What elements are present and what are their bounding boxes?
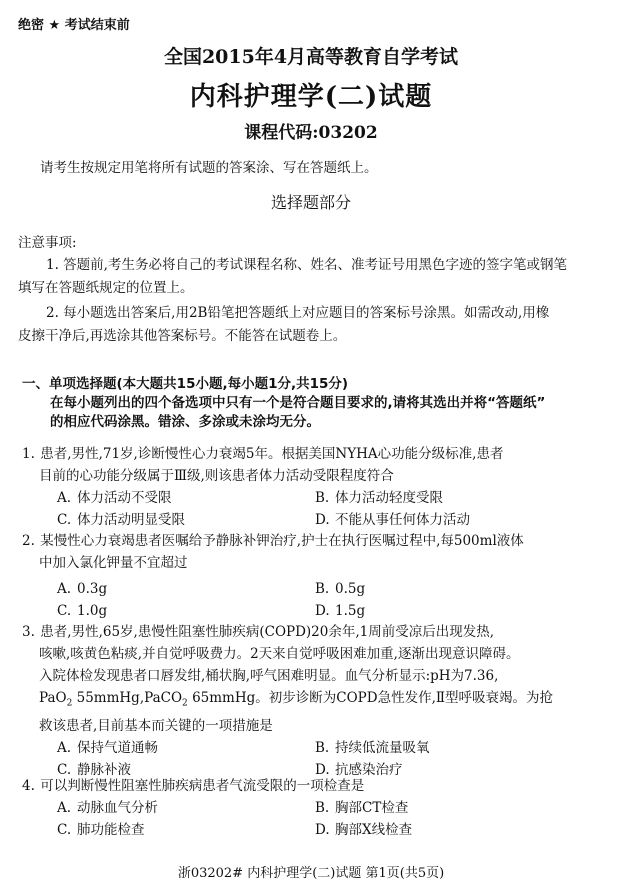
option-d: D. 1.5g — [315, 603, 366, 619]
part-one-heading-block — [22, 375, 612, 432]
part-one-heading: 一、单项选择题(本大题共15小题,每小题1分,共15分) — [22, 376, 349, 392]
option-c: C. 静脉补液 — [57, 761, 131, 778]
option-a: A. 体力活动不受限 — [57, 490, 172, 506]
note-continuation: 填写在答题纸规定的位置上。 — [18, 280, 194, 296]
option-a: A. 0.3g — [57, 581, 108, 597]
note-item — [18, 254, 608, 300]
question-text-line: 中加入氯化钾量不宜超过 — [39, 555, 188, 571]
notes-heading: 注意事项: — [18, 235, 77, 251]
part-one-subheading-line2: 的相应代码涂黑。错涂、多涂或未涂均无分。 — [50, 414, 320, 430]
options-row — [22, 797, 612, 819]
option-c: C. 体力活动明显受限 — [57, 512, 185, 528]
options-row — [22, 819, 612, 841]
options-row — [22, 578, 612, 600]
option-d: D. 抗感染治疗 — [315, 761, 403, 778]
question-2 — [22, 530, 612, 622]
section-title: 选择题部分 — [270, 193, 351, 212]
question-text-line: 目前的心功能分级属于Ⅲ级,则该患者体力活动受限程度符合 — [39, 468, 394, 484]
course-code: 课程代码:03202 — [244, 123, 378, 143]
option-b: B. 持续低流量吸氧 — [315, 739, 430, 756]
blood-gas-line: PaO$_2$ 55mmHg,PaCO$_2$ 65mmHg。初步诊断为COPD急性发作,Ⅱ型呼吸衰竭。为抢 — [39, 690, 554, 709]
part-one-subheading-line1: 在每小题列出的四个备选项中只有一个是符合题目要求的,请将其选出并将“答题纸” — [50, 395, 546, 411]
question-text-line: 救该患者,目前基本而关键的一项措施是 — [39, 717, 273, 734]
option-b: B. 胸部CT检查 — [315, 800, 409, 816]
options-row — [22, 737, 612, 759]
question-1 — [22, 443, 612, 531]
question-text-line: 患者,男性,71岁,诊断慢性心力衰竭5年。根据美国NYHA心功能分级标准,患者 — [40, 446, 504, 462]
note-item — [18, 302, 608, 348]
question-text-line: 入院体检发现患者口唇发绀,桶状胸,呼气困难明显。血气分析显示:pH为7.36, — [39, 668, 499, 684]
option-d: D. 不能从事任何体力活动 — [315, 512, 470, 528]
question-text-line: 可以判断慢性阻塞性肺疾病患者气流受限的一项检查是 — [40, 778, 365, 794]
question-number: 2. — [22, 533, 35, 549]
note-continuation: 皮擦干净后,再选涂其他答案标号。不能答在试题卷上。 — [18, 328, 347, 344]
option-c: C. 1.0g — [57, 603, 108, 619]
options-row — [22, 509, 612, 531]
page-footer: 浙03202# 内科护理学(二)试题 第1页(共5页) — [177, 866, 445, 881]
question-number: 3. — [22, 624, 35, 640]
note-first-line: 1. 答题前,考生务必将自己的考试课程名称、姓名、准考证号用黑色字迹的签字笔或钢笔 — [46, 257, 567, 273]
question-number: 4. — [22, 778, 35, 794]
confidential-mark: 绝密 ★ 考试结束前 — [18, 18, 130, 33]
note-first-line: 2. 每小题选出答案后,用2B铅笔把答题纸上对应题目的答案标号涂黑。如需改动,用橡 — [46, 305, 550, 321]
question-text-line: 某慢性心力衰竭患者医嘱给予静脉补钾治疗,护士在执行医嘱过程中,每500ml液体 — [40, 533, 524, 549]
option-a: A. 保持气道通畅 — [57, 739, 158, 756]
option-c: C. 肺功能检查 — [57, 822, 145, 838]
question-number: 1. — [22, 446, 35, 462]
exam-title: 全国2015年4月高等教育自学考试 — [163, 46, 459, 68]
option-a: A. 动脉血气分析 — [57, 800, 158, 816]
question-text-line: 咳嗽,咳黄色粘痰,并自觉呼吸费力。2天来自觉呼吸困难加重,逐渐出现意识障碍。 — [39, 646, 520, 662]
option-b: B. 0.5g — [315, 581, 366, 597]
question-3 — [22, 621, 612, 781]
option-b: B. 体力活动轻度受限 — [315, 490, 443, 506]
exam-instruction: 请考生按规定用笔将所有试题的答案涂、写在答题纸上。 — [40, 160, 378, 176]
question-text-line: 患者,男性,65岁,患慢性阻塞性肺疾病(COPD)20余年,1周前受凉后出现发热, — [40, 624, 495, 640]
options-row — [22, 600, 612, 622]
option-d: D. 胸部X线检查 — [315, 822, 413, 838]
question-4 — [22, 775, 612, 841]
options-row — [22, 487, 612, 509]
subject-title: 内科护理学(二)试题 — [189, 82, 433, 112]
